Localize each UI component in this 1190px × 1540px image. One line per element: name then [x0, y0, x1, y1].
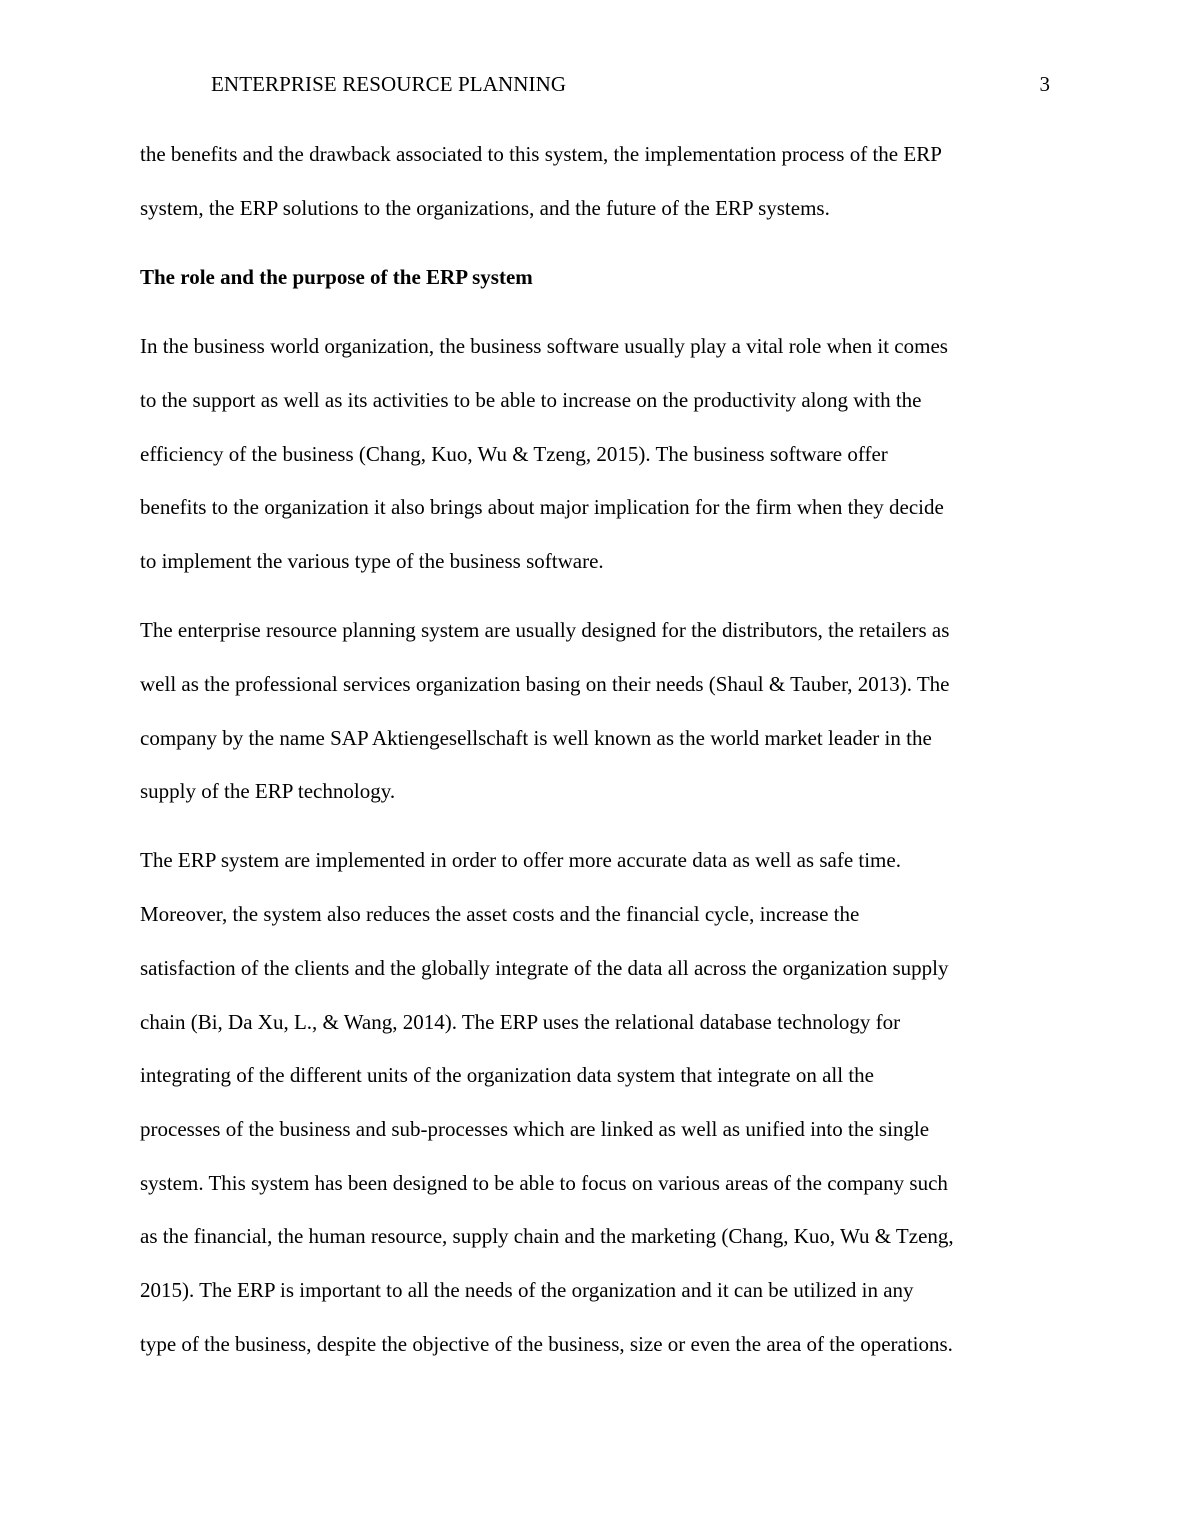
paragraph-3-line-4: chain (Bi, Da Xu, L., & Wang, 2014). The ERP uses the relational database technology for [140, 1010, 901, 1034]
paragraph-1-line-4: benefits to the organization it also brings about major implication for the firm when they decide [140, 495, 944, 519]
intro-line-1: the benefits and the drawback associated to this system, the implementation process of the ERP [140, 142, 942, 166]
paragraph-3-line-7: system. This system has been designed to be able to focus on various areas of the company such [140, 1171, 948, 1195]
paragraph-1-line-3: efficiency of the business (Chang, Kuo, Wu & Tzeng, 2015). The business software offer [140, 442, 888, 466]
intro-line-2: system, the ERP solutions to the organizations, and the future of the ERP systems. [140, 196, 830, 220]
paragraph-3-line-8: as the financial, the human resource, supply chain and the marketing (Chang, Kuo, Wu & Tzeng, [140, 1224, 954, 1248]
paragraph-3-line-9: 2015). The ERP is important to all the needs of the organization and it can be utilized in any [140, 1278, 914, 1302]
paragraph-3-line-3: satisfaction of the clients and the globally integrate of the data all across the organization supply [140, 956, 949, 980]
paragraph-3-line-2: Moreover, the system also reduces the asset costs and the financial cycle, increase the [140, 902, 860, 926]
paragraph-1-line-5: to implement the various type of the business software. [140, 549, 604, 573]
running-head: ENTERPRISE RESOURCE PLANNING [211, 72, 567, 96]
paragraph-2-line-2: well as the professional services organization basing on their needs (Shaul & Tauber, 2013). The [140, 672, 950, 696]
paragraph-3-line-1: The ERP system are implemented in order to offer more accurate data as well as safe time. [140, 848, 901, 872]
paragraph-3-line-6: processes of the business and sub-processes which are linked as well as unified into the single [140, 1117, 930, 1141]
paragraph-2-line-1: The enterprise resource planning system are usually designed for the distributors, the retailers as [140, 618, 950, 642]
paragraph-3-line-5: integrating of the different units of the organization data system that integrate on all the [140, 1063, 875, 1087]
paragraph-2-line-3: company by the name SAP Aktiengesellschaft is well known as the world market leader in the [140, 726, 932, 750]
paragraph-1-line-1: In the business world organization, the business software usually play a vital role when it comes [140, 334, 948, 358]
paragraph-1-line-2: to the support as well as its activities to be able to increase on the productivity along with the [140, 388, 922, 412]
section-heading: The role and the purpose of the ERP system [140, 265, 533, 289]
paragraph-3-line-10: type of the business, despite the objective of the business, size or even the area of the operations. [140, 1332, 953, 1356]
page-number: 3 [1039, 72, 1050, 96]
paragraph-2-line-4: supply of the ERP technology. [140, 779, 396, 803]
